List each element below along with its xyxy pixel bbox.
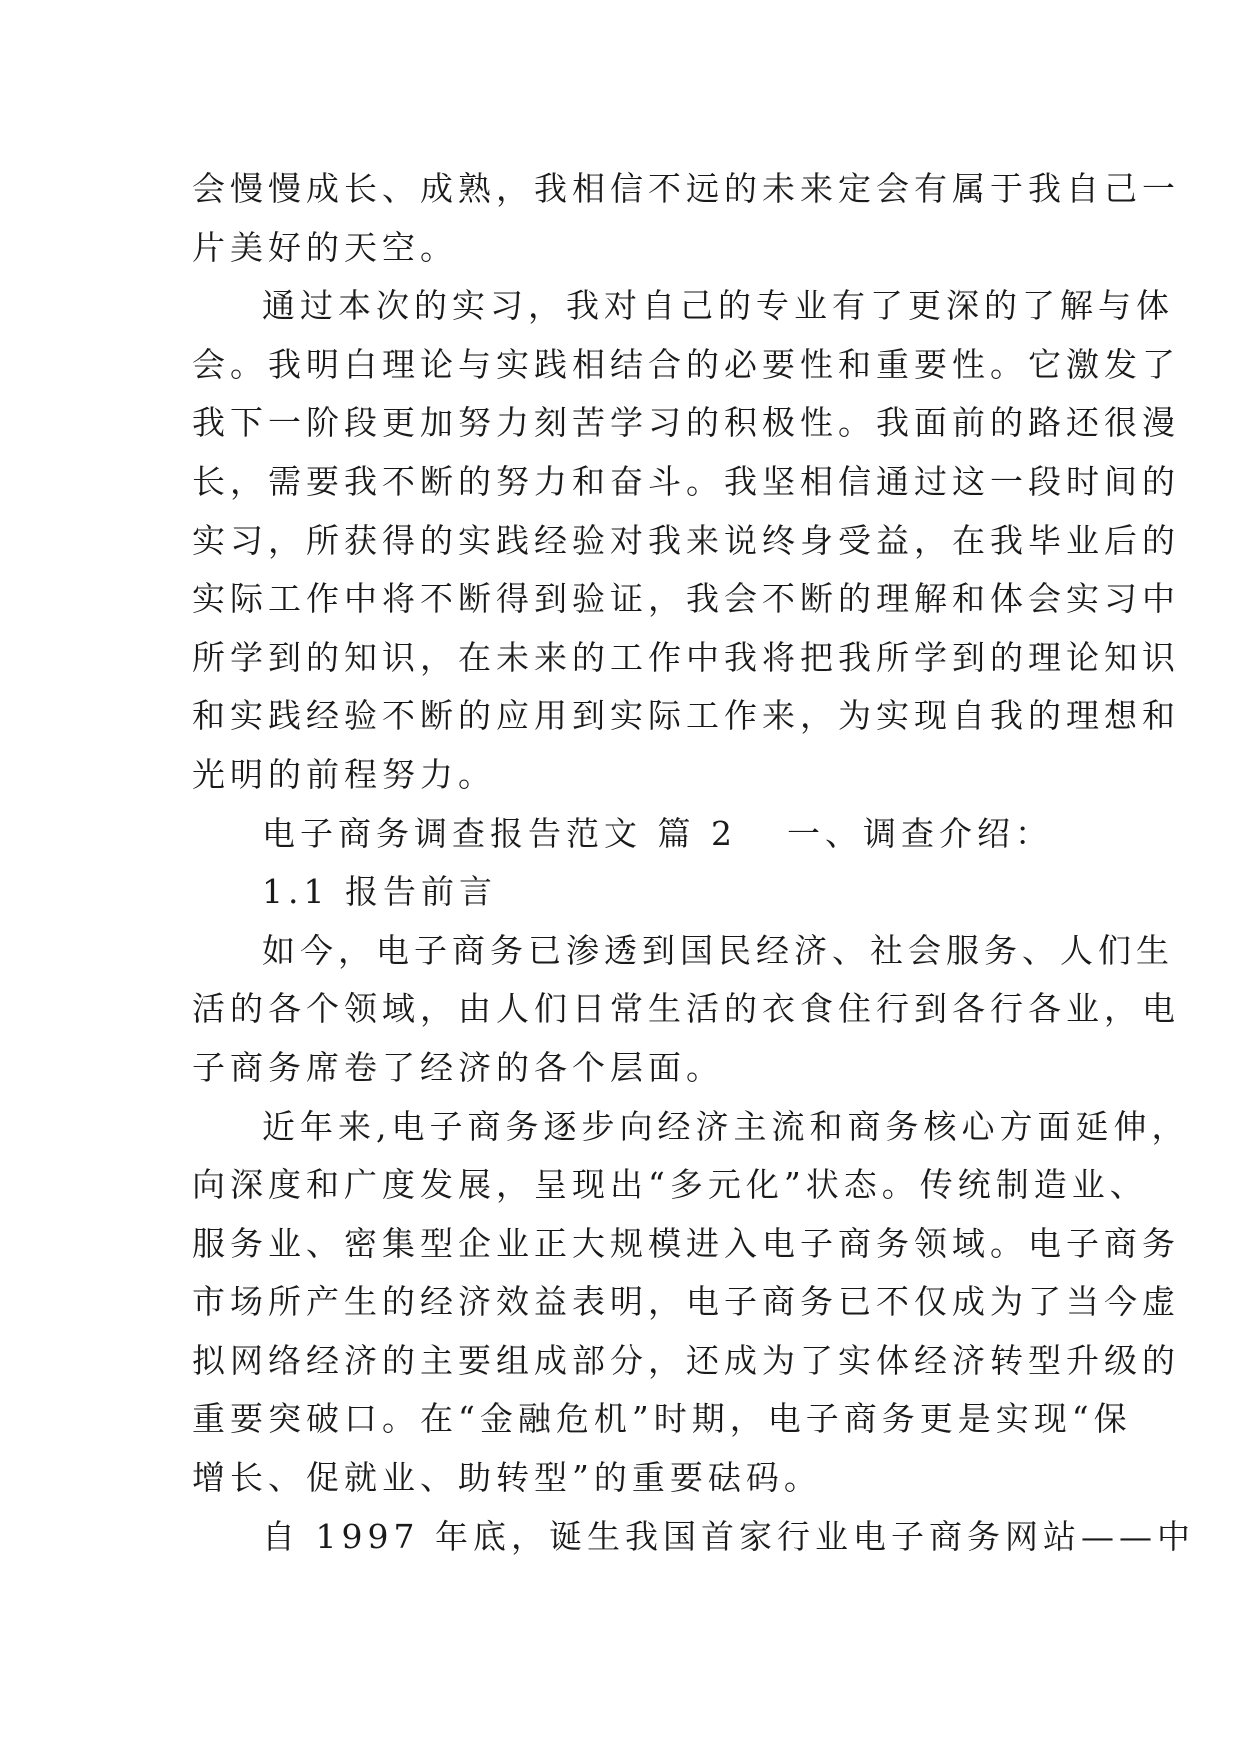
text-line: 市场所产生的经济效益表明，电子商务已不仅成为了当今虚: [192, 1282, 1180, 1322]
text-line: 活的各个领域，由人们日常生活的衣食住行到各行各业，电: [192, 989, 1180, 1029]
document-body: [192, 160, 1195, 1566]
text-line: 重要突破口。在“金融危机”时期，电子商务更是实现“保: [192, 1399, 1132, 1439]
text-line: 长，需要我不断的努力和奋斗。我坚相信通过这一段时间的: [192, 461, 1180, 501]
text-line: 增长、促就业、助转型”的重要砝码。: [192, 1458, 822, 1498]
text-line: 会。我明白理论与实践相结合的必要性和重要性。它激发了: [192, 344, 1180, 384]
text-line: 子商务席卷了经济的各个层面。: [192, 1047, 724, 1087]
subheading: 1.1 报告前言: [262, 872, 497, 912]
text-line: 片美好的天空。: [192, 227, 458, 267]
paragraph-start-line: 近年来,电子商务逐步向经济主流和商务核心方面延伸，: [262, 1106, 1190, 1146]
text-line: 会慢慢成长、成熟，我相信不远的未来定会有属于我自己一: [192, 169, 1180, 208]
section-heading-line: [192, 805, 1062, 864]
text-line: 实际工作中将不断得到验证，我会不断的理解和体会实习中: [192, 579, 1180, 619]
text-line: 向深度和广度发展，呈现出“多元化”状态。传统制造业、: [192, 1165, 1148, 1205]
text-line: 实习，所获得的实践经验对我来说终身受益，在我毕业后的: [192, 520, 1180, 560]
text-line: 所学到的知识，在未来的工作中我将把我所学到的理论知识: [192, 637, 1180, 677]
text-line: 和实践经验不断的应用到实际工作来，为实现自我的理想和: [192, 696, 1180, 736]
text-line: 光明的前程努力。: [192, 754, 496, 794]
section-heading: 一、调查介绍：: [786, 813, 1053, 853]
text-line: 拟网络经济的主要组成部分，还成为了实体经济转型升级的: [192, 1340, 1180, 1380]
text-line: 我下一阶段更加努力刻苦学习的积极性。我面前的路还很漫: [192, 403, 1180, 443]
paragraph-start-line: 通过本次的实习，我对自己的专业有了更深的了解与体: [262, 286, 1174, 326]
paragraph-start-line: 自 1997 年底，诞生我国首家行业电子商务网站——中: [262, 1516, 1195, 1556]
text-line: 服务业、密集型企业正大规模进入电子商务领域。电子商务: [192, 1223, 1180, 1263]
document-title: 电子商务调查报告范文 篇 2: [262, 813, 737, 853]
paragraph-start-line: 如今，电子商务已渗透到国民经济、社会服务、人们生: [262, 930, 1174, 970]
